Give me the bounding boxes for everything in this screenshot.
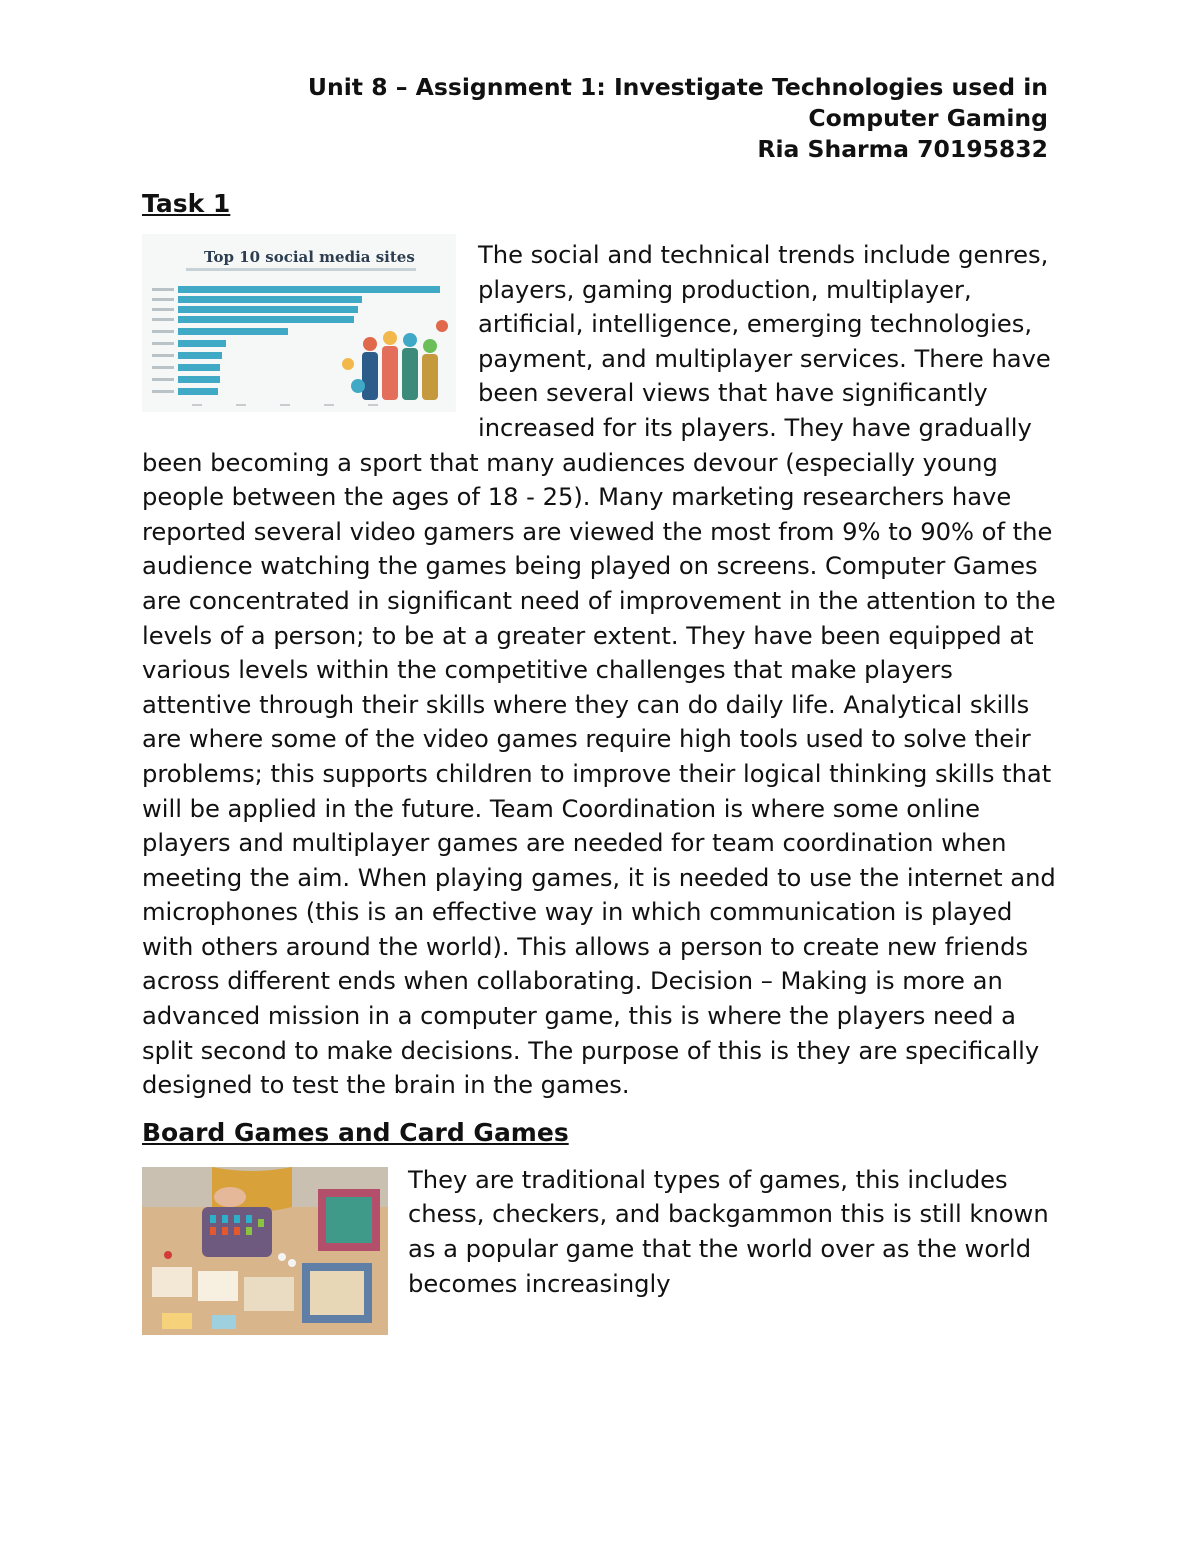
board-games-paragraph: They are traditional types of games, this includes chess, checkers, and backgammon this is still known as a popular game that the world over as the world becomes increasingly bbox=[408, 1165, 1049, 1298]
chart-title: Top 10 social media sites bbox=[204, 248, 415, 266]
header-title-line2: Computer Gaming bbox=[808, 104, 1048, 132]
social-media-chart-image bbox=[142, 234, 456, 412]
document-body bbox=[142, 186, 1060, 1343]
board-game-photo-graphic bbox=[142, 1167, 388, 1335]
header-author: Ria Sharma 70195832 bbox=[757, 135, 1048, 163]
social-media-chart-graphic bbox=[142, 234, 456, 412]
board-games-heading: Board Games and Card Games bbox=[142, 1117, 569, 1147]
header-title-line1: Unit 8 – Assignment 1: Investigate Technologies used in bbox=[307, 73, 1048, 101]
task1-paragraph: The social and technical trends include genres, players, gaming production, multiplayer, artificial, intelligence, emerging technologies, payment, and multiplayer services. There have been several views that have significantly increased for its players. They have gradually been becoming a sport that many audiences devour (especially young people between the ages of 18 - 25). Many marketing researchers have reported several video gamers are viewed the most from 9% to 90% of the audience watching the games being played on screens. Computer Games are concentrated in significant need of improvement in the attention to the levels of a person; to be at a greater extent. They have been equipped at various levels within the competitive challenges that make players attentive through their skills where they can do daily life. Analytical skills are where some of the video games require high tools used to solve their problems; this supports children to improve their logical thinking skills that will be applied in the future. Team Coordination is where some online players and multiplayer games are needed for team coordination when meeting the aim. When playing games, it is needed to use the internet and microphones (this is an effective way in which communication is played with others around the world). This allows a person to create new friends across different ends when collaborating. Decision – Making is more an advanced mission in a computer game, this is where the players need a split second to make decisions. The purpose of this is they are specifically designed to test the brain in the games. bbox=[142, 241, 1056, 1100]
document-header bbox=[148, 72, 1048, 165]
board-game-photo bbox=[142, 1167, 388, 1335]
task1-heading: Task 1 bbox=[142, 189, 231, 218]
